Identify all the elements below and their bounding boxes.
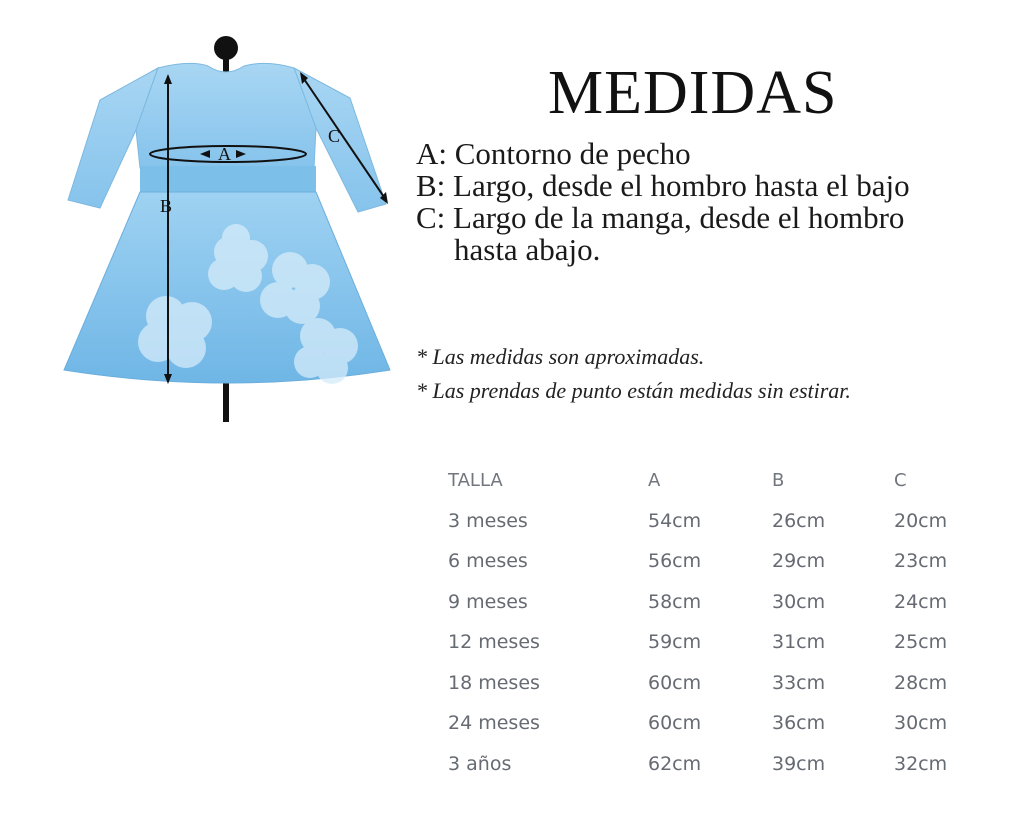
- table-row: [440, 582, 1014, 623]
- cell-b: 29cm: [772, 550, 826, 573]
- note-approximate: * Las medidas son aproximadas.: [416, 344, 705, 369]
- dress-diagram: [40, 20, 420, 440]
- legend-b: B: Largo, desde el hombro hasta el bajo: [416, 168, 910, 203]
- cell-c: 24cm: [894, 590, 948, 613]
- legend-a: A: Contorno de pecho: [416, 136, 691, 171]
- header-c: C: [894, 469, 907, 491]
- table-header-row: [440, 460, 1014, 501]
- header-talla: TALLA: [448, 469, 503, 491]
- cell-c: 20cm: [894, 509, 948, 532]
- table-row: [440, 703, 1014, 744]
- table-row: [440, 622, 1014, 663]
- cell-b: 31cm: [772, 631, 826, 654]
- table-row: [440, 744, 1014, 785]
- cell-talla: 6 meses: [448, 550, 528, 573]
- cell-talla: 12 meses: [448, 631, 540, 654]
- measurement-legend: [416, 138, 996, 266]
- size-table: [440, 460, 1014, 784]
- cell-talla: 18 meses: [448, 671, 540, 694]
- cell-c: 32cm: [894, 752, 948, 775]
- cell-c: 25cm: [894, 631, 948, 654]
- cell-b: 36cm: [772, 712, 826, 735]
- cell-talla: 3 meses: [448, 509, 528, 532]
- cell-a: 58cm: [648, 590, 702, 613]
- table-row: [440, 663, 1014, 704]
- legend-c-continued: hasta abajo.: [454, 232, 601, 267]
- label-b: B: [160, 196, 173, 216]
- legend-c: C: Largo de la manga, desde el hombro: [416, 200, 905, 235]
- cell-a: 60cm: [648, 712, 702, 735]
- page-title: MEDIDAS: [548, 59, 838, 127]
- waist-band: [140, 166, 316, 192]
- cell-talla: 9 meses: [448, 590, 528, 613]
- cell-b: 30cm: [772, 590, 826, 613]
- cell-c: 28cm: [894, 671, 948, 694]
- cell-talla: 3 años: [448, 752, 512, 775]
- header-b: B: [772, 469, 785, 491]
- label-a: A: [218, 144, 231, 164]
- notes: [416, 340, 1016, 408]
- cell-a: 54cm: [648, 509, 702, 532]
- cell-b: 39cm: [772, 752, 826, 775]
- header-a: A: [648, 469, 661, 491]
- note-knitwear: * Las prendas de punto están medidas sin estirar.: [416, 378, 851, 403]
- cell-a: 59cm: [648, 631, 702, 654]
- cell-b: 26cm: [772, 509, 826, 532]
- cell-a: 62cm: [648, 752, 702, 775]
- cell-b: 33cm: [772, 671, 826, 694]
- cell-c: 23cm: [894, 550, 948, 573]
- table-row: [440, 541, 1014, 582]
- cell-a: 60cm: [648, 671, 702, 694]
- cell-a: 56cm: [648, 550, 702, 573]
- label-c: C: [328, 126, 341, 146]
- cell-c: 30cm: [894, 712, 948, 735]
- cell-talla: 24 meses: [448, 712, 540, 735]
- table-row: [440, 501, 1014, 542]
